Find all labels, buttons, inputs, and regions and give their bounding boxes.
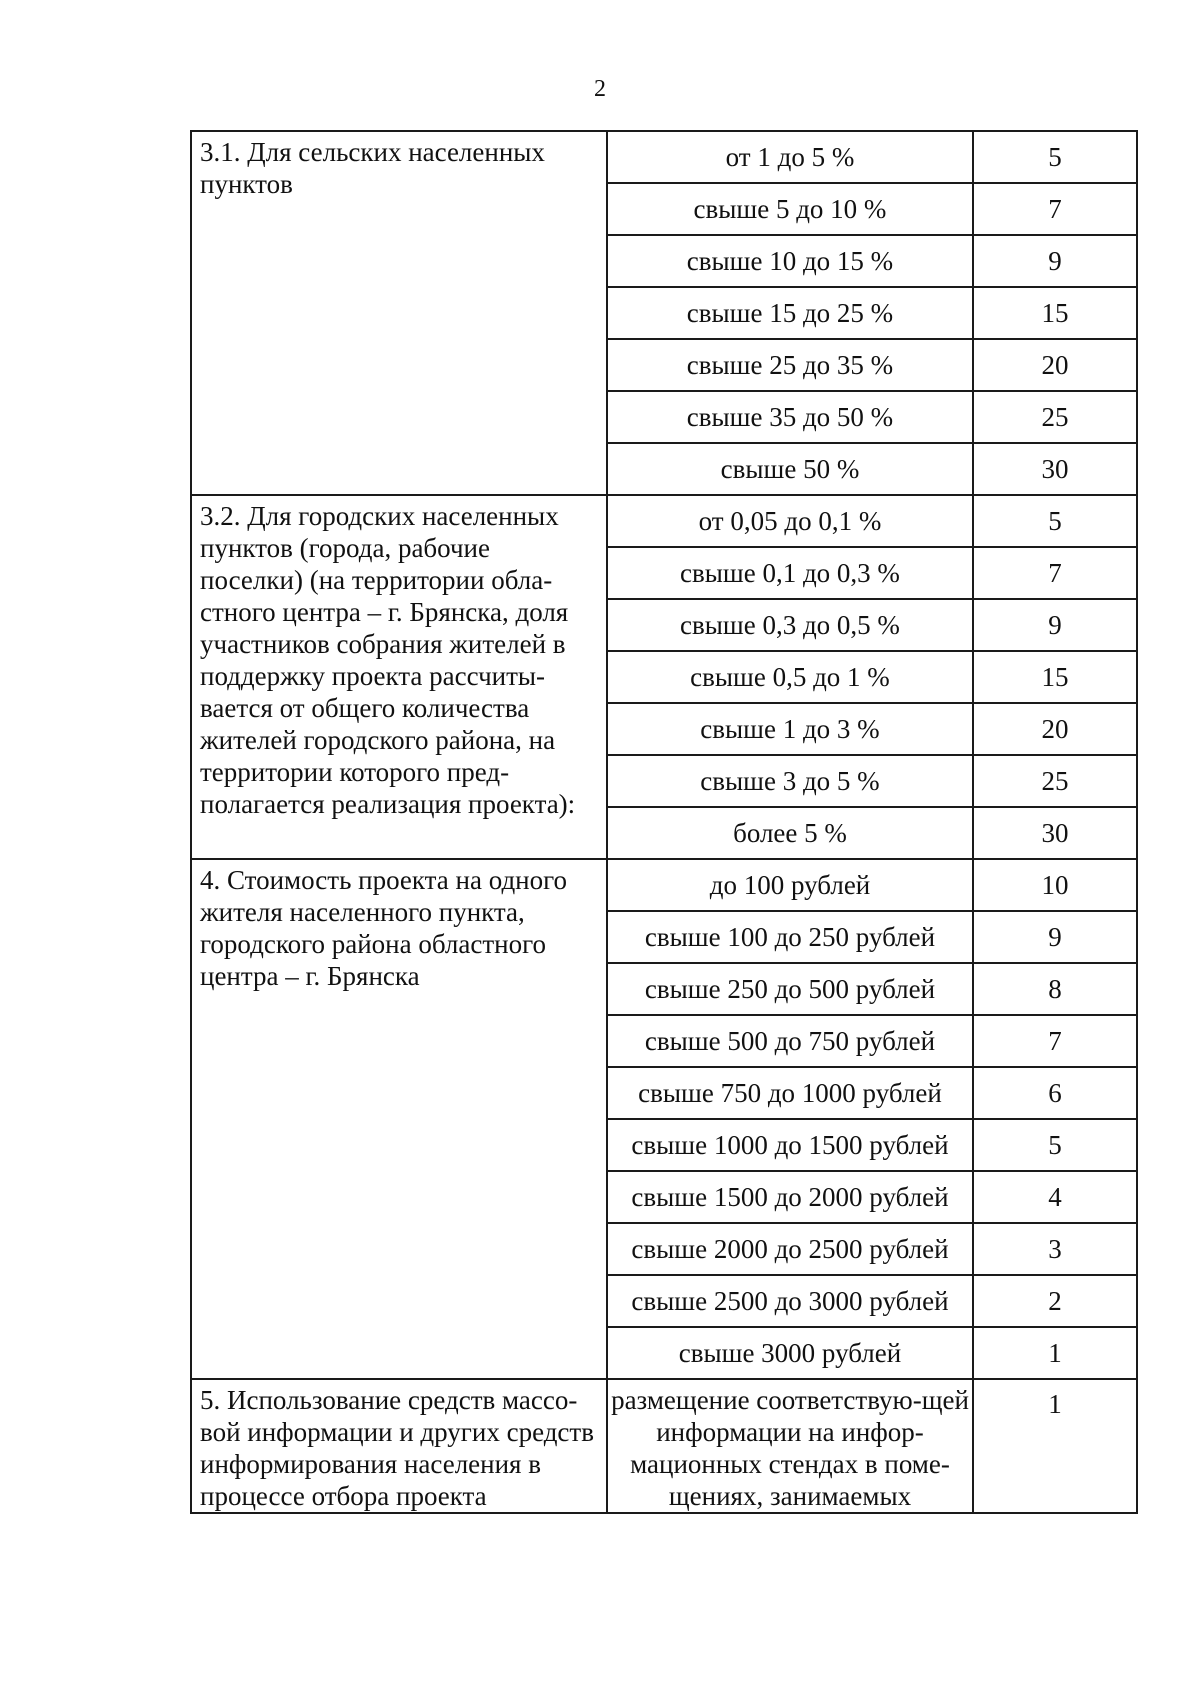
range-cell: свыше 1 до 3 % xyxy=(607,703,973,755)
range-cell: свыше 0,3 до 0,5 % xyxy=(607,599,973,651)
range-cell: свыше 250 до 500 рублей xyxy=(607,963,973,1015)
range-cell: до 100 рублей xyxy=(607,859,973,911)
criterion-text: 5. Использование средств массо-вой информации и других средств информирования населения в процессе отбора проекта xyxy=(200,1385,594,1511)
range-cell: свыше 0,5 до 1 % xyxy=(607,651,973,703)
range-cell: свыше 3000 рублей xyxy=(607,1327,973,1379)
range-cell: свыше 35 до 50 % xyxy=(607,391,973,443)
table-row xyxy=(191,495,1137,547)
table-row xyxy=(191,131,1137,183)
points-cell: 4 xyxy=(973,1171,1137,1223)
range-cell: от 1 до 5 % xyxy=(607,131,973,183)
points-cell: 2 xyxy=(973,1275,1137,1327)
range-cell: свыше 1500 до 2000 рублей xyxy=(607,1171,973,1223)
points-cell: 30 xyxy=(973,807,1137,859)
range-cell: свыше 500 до 750 рублей xyxy=(607,1015,973,1067)
page-number: 2 xyxy=(594,76,606,102)
points-cell: 9 xyxy=(973,599,1137,651)
range-cell: свыше 5 до 10 % xyxy=(607,183,973,235)
range-cell: свыше 2000 до 2500 рублей xyxy=(607,1223,973,1275)
points-cell: 25 xyxy=(973,755,1137,807)
points-cell: 5 xyxy=(973,1119,1137,1171)
criterion-text: 3.2. Для городских населенных пунктов (города, рабочие поселки) (на территории обла-стного центра – г. Брянска, доля участников собрания жителей в поддержку проекта рассчиты-вается от общего количества жителей городского района, на территории которого пред-полагается реализация проекта): xyxy=(200,501,576,819)
points-cell: 9 xyxy=(973,235,1137,287)
points-cell: 3 xyxy=(973,1223,1137,1275)
points-cell: 25 xyxy=(973,391,1137,443)
range-cell: свыше 10 до 15 % xyxy=(607,235,973,287)
range-cell: свыше 15 до 25 % xyxy=(607,287,973,339)
criterion-text: 3.1. Для сельских населенных пунктов xyxy=(200,137,545,199)
range-cell: более 5 % xyxy=(607,807,973,859)
points-cell: 10 xyxy=(973,859,1137,911)
table-row xyxy=(191,859,1137,911)
range-cell: от 0,05 до 0,1 % xyxy=(607,495,973,547)
points-cell: 15 xyxy=(973,651,1137,703)
points-cell: 7 xyxy=(973,547,1137,599)
range-cell: свыше 2500 до 3000 рублей xyxy=(607,1275,973,1327)
range-cell: свыше 1000 до 1500 рублей xyxy=(607,1119,973,1171)
range-cell: свыше 750 до 1000 рублей xyxy=(607,1067,973,1119)
range-cell: свыше 100 до 250 рублей xyxy=(607,911,973,963)
criterion-text: 4. Стоимость проекта на одного жителя населенного пункта, городского района областного центра – г. Брянска xyxy=(200,865,568,991)
range-cell: свыше 3 до 5 % xyxy=(607,755,973,807)
points-cell: 5 xyxy=(973,495,1137,547)
range-cell: размещение соответствую-щей информации на инфор-мационных стендах в поме-щениях, занимаемых xyxy=(607,1379,973,1513)
criterion-cell xyxy=(191,131,607,495)
points-cell: 20 xyxy=(973,703,1137,755)
criteria-score-table xyxy=(190,130,1138,1514)
points-cell: 7 xyxy=(973,183,1137,235)
points-cell: 20 xyxy=(973,339,1137,391)
range-cell: свыше 25 до 35 % xyxy=(607,339,973,391)
points-cell: 8 xyxy=(973,963,1137,1015)
table-row xyxy=(191,1379,1137,1513)
points-cell: 6 xyxy=(973,1067,1137,1119)
points-cell: 5 xyxy=(973,131,1137,183)
points-cell: 15 xyxy=(973,287,1137,339)
points-cell: 7 xyxy=(973,1015,1137,1067)
criterion-cell xyxy=(191,495,607,859)
points-cell: 30 xyxy=(973,443,1137,495)
criterion-cell xyxy=(191,1379,607,1513)
points-cell: 1 xyxy=(973,1327,1137,1379)
criterion-cell xyxy=(191,859,607,1379)
points-cell: 1 xyxy=(973,1379,1137,1513)
range-cell: свыше 50 % xyxy=(607,443,973,495)
range-cell: свыше 0,1 до 0,3 % xyxy=(607,547,973,599)
points-cell: 9 xyxy=(973,911,1137,963)
